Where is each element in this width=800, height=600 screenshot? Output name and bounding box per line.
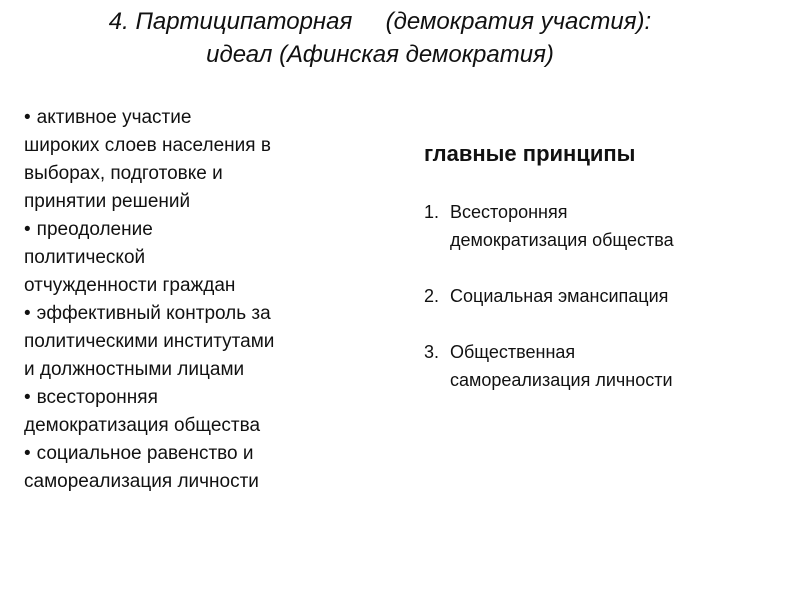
principle-line: самореализация личности	[450, 370, 673, 390]
bullet-marker: •	[24, 107, 31, 128]
bullet-line: принятии решений	[24, 191, 191, 212]
bullet-line: выборах, подготовке и	[24, 163, 223, 184]
principle-line: демократизация общества	[450, 230, 674, 250]
principle-line: Социальная эмансипация	[450, 286, 669, 306]
bullet-text: эффективный контроль за	[36, 303, 271, 324]
bullet-line: политическими институтами	[24, 331, 275, 352]
principle-number: 1.	[424, 202, 440, 222]
bullet-line: отчужденности граждан	[24, 275, 236, 296]
bullet-marker: •	[24, 219, 31, 240]
bullet-line	[24, 384, 354, 412]
principle-line: Всесторонняя	[450, 202, 568, 222]
bullet-line: политической	[24, 247, 146, 268]
principles-heading: главные принципы	[424, 141, 636, 166]
bullet-line	[24, 104, 354, 132]
bullet-marker: •	[24, 443, 31, 464]
bullet-line: демократизация общества	[24, 415, 261, 436]
principle-number: 2.	[424, 286, 440, 306]
bullet-text: преодоление	[36, 219, 153, 240]
bullet-item	[24, 384, 354, 440]
principle-item	[424, 282, 784, 310]
title-line-2: идеал (Афинская демократия)	[206, 41, 554, 68]
bullet-item	[24, 440, 354, 496]
bullet-text: активное участие	[36, 107, 192, 128]
principle-number: 3.	[424, 342, 440, 362]
bullet-text: всесторонняя	[36, 387, 158, 408]
principles-section	[424, 138, 784, 422]
principle-line: Общественная	[450, 342, 576, 362]
bullet-line: самореализация личности	[24, 471, 259, 492]
bullet-marker: •	[24, 387, 31, 408]
principle-item	[424, 338, 784, 394]
title-line-1: 4. Партиципаторная (демократия участия):	[108, 8, 652, 35]
slide-title	[0, 5, 760, 71]
principle-item	[424, 198, 784, 254]
bullet-line: и должностными лицами	[24, 359, 245, 380]
bullet-line	[24, 216, 354, 244]
bullet-marker: •	[24, 303, 31, 324]
bullet-item	[24, 104, 354, 216]
bullet-line	[24, 440, 354, 468]
bullet-text: социальное равенство и	[36, 443, 254, 464]
bullet-line	[24, 300, 354, 328]
characteristics-list	[24, 104, 354, 496]
bullet-line: широких слоев населения в	[24, 135, 271, 156]
bullet-item	[24, 300, 354, 384]
bullet-item	[24, 216, 354, 300]
